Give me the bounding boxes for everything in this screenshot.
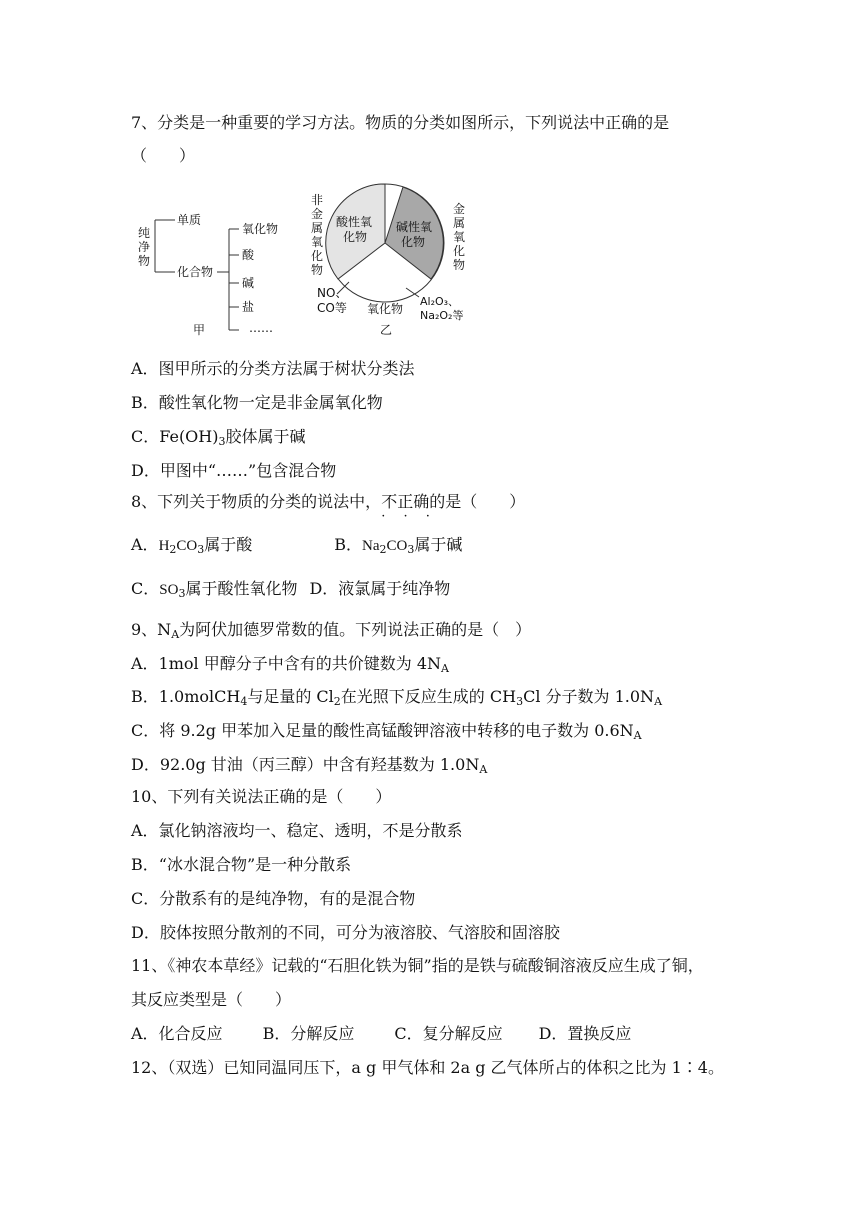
yi-label: 乙: [380, 323, 393, 337]
q8-stem: 8、下列关于物质的分类的说法中，不正确 · · · 的是（ ）: [131, 492, 526, 524]
svg-text:非: 非: [311, 193, 324, 207]
jia-leaf-oxide: 氧化物: [242, 222, 279, 236]
jia-root-char-1: 净: [138, 240, 151, 254]
q9-option-d: D．92.0g 甘油（丙三醇）中含有羟基数为 $1.0N_A$: [131, 755, 488, 776]
q9-option-b: B．1.0molCH$_4$与足量的 $Cl_2$在光照下反应生成的 $CH_3Cl$ 分子数为 $1.0N_A$: [131, 687, 663, 708]
svg-text:金: 金: [311, 207, 324, 221]
q11-stem-line2: 其反应类型是（ ）: [131, 990, 292, 1009]
figure-jia-tree: [138, 212, 278, 337]
yi-basic-line2: 化物: [401, 235, 426, 249]
yi-no-co-line1: NO、: [317, 286, 348, 300]
q10-option-d: D．胶体按照分散剂的不同，可分为液溶胶、气溶胶和固溶胶: [131, 923, 560, 942]
q7-classification-figure: [131, 180, 481, 340]
jia-leaf-base: 碱: [242, 276, 255, 290]
q10-stem: 10、下列有关说法正确的是（ ）: [131, 787, 392, 806]
jia-leaf-ellipsis: ……: [249, 321, 273, 335]
svg-text:金: 金: [453, 202, 466, 216]
svg-text:化: 化: [311, 249, 324, 263]
svg-text:氧: 氧: [453, 230, 466, 244]
q7-option-b: B．酸性氧化物一定是非金属氧化物: [131, 393, 383, 412]
q8-options-cd: C．$SO_3$属于酸性氧化物 D．液氯属于纯净物: [131, 579, 451, 600]
q7-stem: 7、分类是一种重要的学习方法。物质的分类如图所示，下列说法中正确的是: [131, 113, 670, 132]
svg-text:氧: 氧: [311, 235, 324, 249]
svg-text:物: 物: [311, 263, 324, 277]
q7-option-d: D．甲图中“……”包含混合物: [131, 461, 337, 480]
svg-text:化: 化: [453, 244, 466, 258]
yi-acidic-line1: 酸性氧: [336, 215, 373, 229]
jia-leaf-salt: 盐: [242, 300, 255, 314]
yi-right-side-label: [453, 201, 465, 272]
q11-stem-line1: 11、《神农本草经》记载的“石胆化铁为铜”指的是铁与硫酸铜溶液反应生成了铜，: [131, 956, 704, 975]
q9-stem: 9、$N_A$为阿伏加德罗常数的值。下列说法正确的是（ ）: [131, 620, 532, 641]
q7-answer-paren: （ ）: [131, 146, 196, 165]
yi-basic-line1: 碱性氧: [396, 220, 433, 234]
jia-root-char-0: 纯: [138, 226, 151, 240]
jia-danzhi: 单质: [177, 213, 202, 227]
yi-bottom-label: 氧化物: [367, 302, 404, 316]
jia-leaf-acid: 酸: [242, 248, 255, 262]
q9-option-c: C．将 9.2g 甲苯加入足量的酸性高锰酸钾溶液中转移的电子数为 $0.6N_A$: [131, 721, 642, 742]
yi-al2o3-line2: Na₂O₂等: [420, 309, 464, 322]
q12-stem: 12、（双选）已知同温同压下，a g 甲气体和 2a g 乙气体所占的体积之比为 1∶4。: [131, 1058, 724, 1077]
jia-huahewu: 化合物: [177, 265, 214, 279]
q8-emphasis: 不正确 · · ·: [381, 492, 437, 524]
figure-yi-pie: [311, 184, 465, 337]
q10-option-a: A．氯化钠溶液均一、稳定、透明，不是分散系: [131, 821, 463, 840]
svg-text:属: 属: [453, 216, 466, 230]
svg-text:属: 属: [311, 221, 324, 235]
q7-option-a: A．图甲所示的分类方法属于树状分类法: [131, 359, 415, 378]
yi-al2o3-line1: Al₂O₃、: [420, 295, 460, 308]
yi-acidic-line2: 化物: [343, 230, 368, 244]
q9-option-a: A．1mol 甲醇分子中含有的共价键数为 $4N_A$: [131, 654, 449, 675]
q10-option-b: B．“冰水混合物”是一种分散系: [131, 855, 352, 874]
q11-options: A．化合反应 B．分解反应 C．复分解反应 D．置换反应: [131, 1024, 632, 1043]
q7-option-c: C．$Fe(OH)_3$胶体属于碱: [131, 427, 306, 448]
svg-text:物: 物: [453, 258, 466, 272]
q10-option-c: C．分散系有的是纯净物，有的是混合物: [131, 889, 416, 908]
jia-label: 甲: [193, 323, 206, 337]
q8-options-ab: A．$H_2CO_3$属于酸 B．$Na_2CO_3$属于碱: [131, 535, 463, 556]
yi-left-side-label: [311, 192, 323, 277]
yi-no-co-line2: CO等: [317, 301, 347, 315]
jia-root-char-2: 物: [138, 254, 151, 268]
